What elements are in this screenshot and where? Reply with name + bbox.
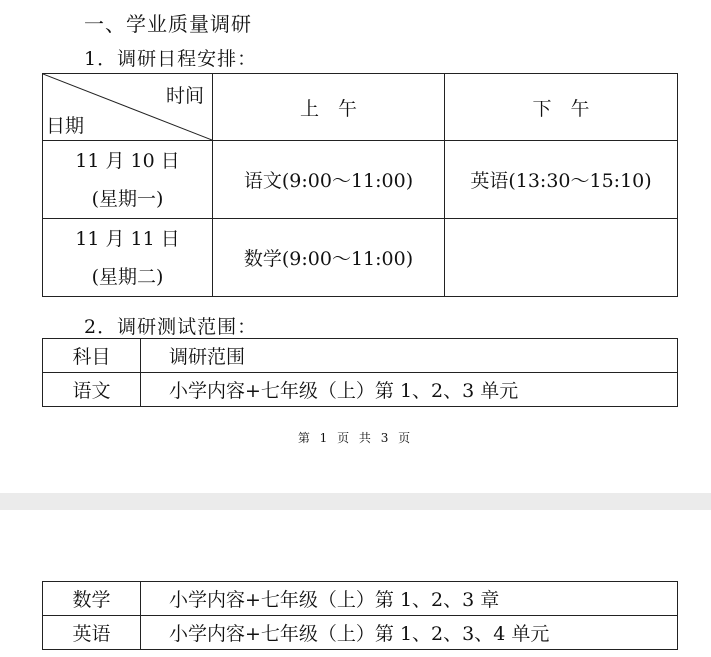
schedule-table xyxy=(42,73,678,297)
corner-time-label: 时间 xyxy=(165,85,204,107)
subject-cell: 语文 xyxy=(43,373,141,407)
date-label: 11 月 11 日 xyxy=(75,227,180,250)
date-cell xyxy=(43,219,213,297)
page-2 xyxy=(0,510,711,657)
range-header: 调研范围 xyxy=(141,339,678,373)
schedule-row xyxy=(43,219,678,297)
range-cell: 小学内容+七年级（上）第 1、2、3、4 单元 xyxy=(141,616,678,650)
subject-cell: 英语 xyxy=(43,616,141,650)
date-label: 11 月 10 日 xyxy=(75,149,180,172)
scope-title: 2．调研测试范围： xyxy=(84,316,258,338)
weekday-label: (星期一) xyxy=(91,187,164,210)
morning-exam-cell: 数学(9:00～11:00) xyxy=(213,219,445,297)
page-separator xyxy=(0,493,711,510)
morning-exam-cell: 语文(9:00～11:00) xyxy=(213,141,445,219)
afternoon-header: 下 午 xyxy=(445,74,678,141)
weekday-label: (星期二) xyxy=(91,265,164,288)
scope-row xyxy=(43,373,678,407)
subject-cell: 数学 xyxy=(43,582,141,616)
scope-table xyxy=(42,338,678,407)
range-cell: 小学内容+七年级（上）第 1、2、3 单元 xyxy=(141,373,678,407)
corner-cell xyxy=(43,74,213,141)
afternoon-exam-cell: 英语(13:30～15:10) xyxy=(445,141,678,219)
morning-header: 上 午 xyxy=(213,74,445,141)
scope-row xyxy=(43,582,678,616)
schedule-row xyxy=(43,141,678,219)
page-footer: 第 1 页 共 3 页 xyxy=(297,431,414,445)
subject-header: 科目 xyxy=(43,339,141,373)
scope-row xyxy=(43,616,678,650)
section-title: 一、学业质量调研 xyxy=(84,12,252,36)
date-cell xyxy=(43,141,213,219)
corner-date-label: 日期 xyxy=(46,115,85,137)
range-cell: 小学内容+七年级（上）第 1、2、3 章 xyxy=(141,582,678,616)
scope-table-continued xyxy=(42,581,678,650)
schedule-title: 1．调研日程安排： xyxy=(84,48,258,70)
schedule-header-row xyxy=(43,74,678,141)
afternoon-exam-cell xyxy=(445,219,678,297)
scope-header-row xyxy=(43,339,678,373)
